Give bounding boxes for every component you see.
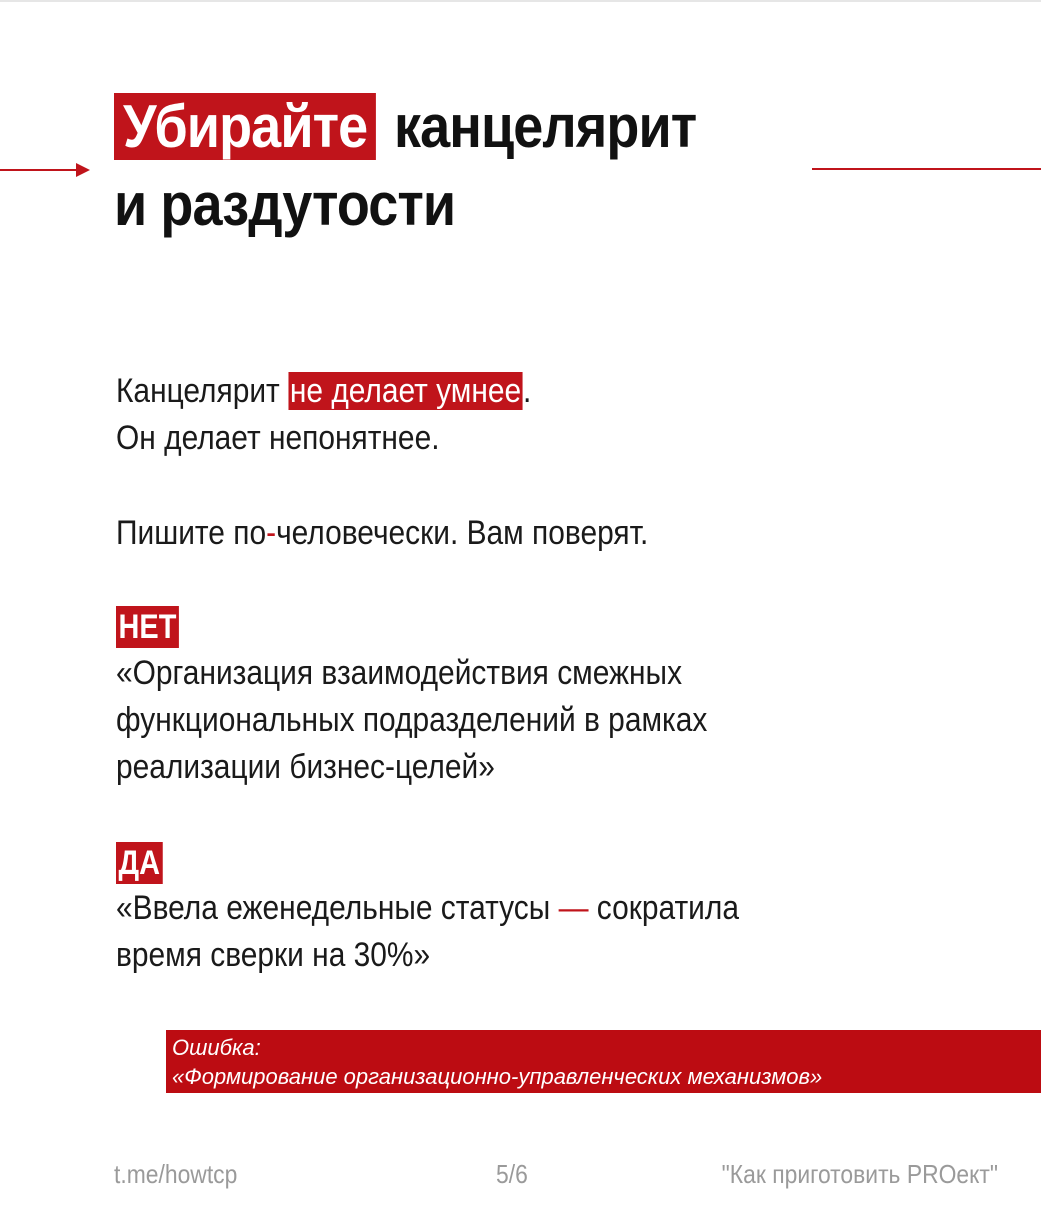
intro-line2: Он делает непонятнее. — [116, 419, 440, 457]
footer-series: "Как приготовить PROект" — [721, 1159, 998, 1189]
bad-example-line: функциональных подразделений в рамках — [116, 701, 708, 739]
arrow-right-icon — [76, 163, 90, 177]
decorative-line-right — [812, 168, 1041, 170]
advice-dash: - — [266, 514, 277, 552]
advice-part2: человечески. Вам поверят. — [276, 514, 649, 552]
good-example-dash: — — [558, 889, 589, 927]
intro-line1-suffix: . — [522, 372, 532, 410]
headline — [114, 88, 696, 244]
tag-no: НЕТ — [116, 606, 179, 648]
footer-page-number: 5/6 — [496, 1159, 528, 1189]
advice-paragraph — [116, 510, 648, 557]
intro-paragraph — [116, 368, 531, 462]
error-text: «Формирование организационно-управленческих механизмов» — [172, 1064, 823, 1089]
good-example-line2: время сверки на 30%» — [116, 936, 431, 974]
footer-channel: t.me/howtcp — [114, 1159, 238, 1189]
top-border — [0, 0, 1041, 2]
intro-line1-prefix: Канцелярит — [116, 372, 289, 410]
bad-example — [116, 650, 707, 791]
good-example-part2: сократила — [588, 889, 739, 927]
bad-example-line: «Организация взаимодействия смежных — [116, 654, 683, 692]
error-label: Ошибка: — [172, 1035, 261, 1060]
headline-highlight: Убирайте — [114, 93, 376, 160]
decorative-line-left — [0, 169, 80, 171]
tag-yes: ДА — [116, 842, 163, 884]
error-banner — [166, 1030, 1041, 1093]
headline-rest: канцелярит — [393, 93, 697, 160]
intro-highlight: не делает умнее — [289, 372, 522, 410]
headline-line2: и раздутости — [114, 171, 456, 238]
good-example — [116, 885, 739, 979]
bad-example-line: реализации бизнес-целей» — [116, 748, 495, 786]
advice-part1: Пишите по — [116, 514, 267, 552]
good-example-part1: «Ввела еженедельные статусы — [116, 889, 559, 927]
